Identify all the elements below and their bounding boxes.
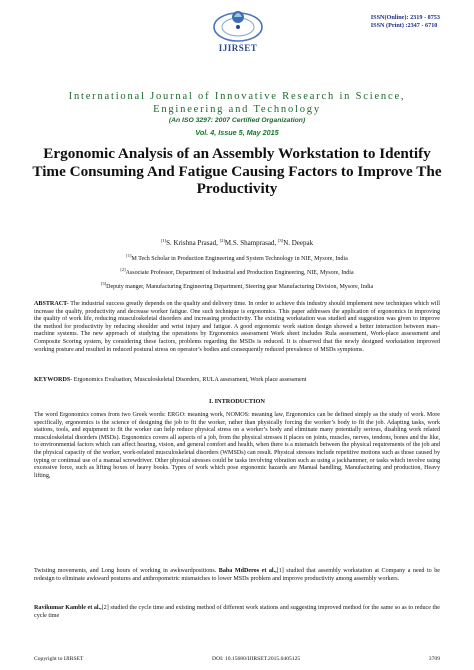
- author-3: [3]N. Deepak: [277, 238, 314, 247]
- issn-block: [371, 14, 440, 30]
- journal-logo: [203, 5, 273, 63]
- issn-print: ISSN (Print) :2347 - 6710: [370, 22, 438, 29]
- author-1: [1]S. Krishna Prasad,: [160, 238, 220, 247]
- author-list: [34, 236, 440, 248]
- abstract: [34, 301, 440, 354]
- affiliation-1: [1]M Tech Scholar in Production Engineering and System Technology in NIE, Mysore, India: [126, 253, 348, 262]
- journal-name: [34, 90, 440, 116]
- footer-copyright: Copyright to IJIRSET: [34, 656, 84, 662]
- footer-page-number: 3709: [428, 656, 440, 662]
- logo-text: IJIRSET: [218, 43, 258, 53]
- affiliation-2: [2]Associate Professor, Department of Industrial and Production Engineering, NIE, Mysore, India: [120, 267, 354, 276]
- footer-doi: DOI: 10.15680/IJIRSET.2015.0405125: [212, 656, 301, 662]
- journal-name-line1: International Journal of Innovative Research in Science,: [68, 91, 406, 102]
- journal-name-line2: Engineering and Technology: [153, 104, 321, 115]
- abstract-label: ABSTRACT-: [34, 301, 69, 307]
- page-footer: [34, 656, 440, 662]
- volume-issue: Vol. 4, Issue 5, May 2015: [195, 128, 279, 137]
- intro-paragraph-2: Twisting movements, and Long hours of working in awkwardpositions. Baba MdDeros et al.,[1] studied that assembly workstation at Company a need to be redesign to eliminate awkward postures and anthropometric mismatches to lower MSDs problem and improve productivity among assembly workers.: [34, 568, 440, 582]
- citation-baba: Baba MdDeros et al.,: [218, 568, 277, 574]
- keywords: [34, 377, 440, 385]
- affiliation-3: [3]Deputy manger, Manufacturing Engineering Department, Steering gear Manufacturing Division, Mysore, India: [100, 281, 374, 290]
- keywords-text: - Ergonomics Evaluation, Musculoskeletal Disorders, RULA assessment, Work place assessment: [70, 377, 307, 383]
- certification-note: (An ISO 3297: 2007 Certified Organization): [168, 117, 306, 124]
- author-2: [2]M.S. Shamprasad,: [219, 238, 278, 247]
- intro-paragraph-1: The word Ergonomics comes from two Greek words: ERGO: meaning work, NOMOS: meaning law, Ergonomics can be defined simply as the study of work. More specifically, ergonomics is the science of designing the job to fit the worker, rather than physically forcing the worker’s body to fit the job. Adapting tasks, work stations, tools, and equipment to fit the worker can help reduce physical stress on a worker’s body and eliminate many potentially serious, disabling work related musculoskeletal disorders (MSDs). Ergonomics covers all aspects of a job, from the physical stresses it places on joints, muscles, nerves, tendons, bones and the like, to environmental factors which can affect hearing, vision, and general comfort and health, when there is a mismatch between the physical requirements of the job and the physical capacity of the worker, work-related musculoskeletal disorders (WMSDs) can result. Physical stresses include repetitive motions such as those caused by typing or continual use of a manual screwdriver. Other physical stresses could be tasks involving vibration such as using a jackhammer, or tasks which involve using excessive force, such as lifting boxes of heavy books. Types of work which pose ergonomic hazards are Manual handling, Manufacturing and production, Heavy lifting,: [34, 412, 440, 479]
- paper-title: Ergonomic Analysis of an Assembly Workstation to Identify Time Consuming And Fatigue Causing Factors to Improve The Productivity: [32, 145, 442, 197]
- abstract-text: The industrial success greatly depends on the quality and delivery time. In order to achieve this industry should implement new techniques which will increase the quality, productivity and decrease worker fatigue. One such technique is ergonomics. This paper addresses the application of ergonomics in improving the quality of work life, reducing musculoskeletal disorders and increasing productivity. The existing workstation was studied and suggestion was given to improve the method for productivity by reducing shoulder and wrist injury and fatigue. A good ergonomic work station design showed a better interaction between man–machine systems. The new approach of studying the operations by Ergonomics assessment Work sheet includes Rula assessment, Work-place assessment and Composite Scoring system, by considering these factors, problems regarding the MSDs is reduced. It is observed that the newly designed workstation improved working posture and resulted in reduced postural stress on operator’s bodies and consequently reduced prevalence of MSDs symptoms.: [34, 301, 440, 353]
- issn-online: ISSN(Online): 2319 - 8753: [370, 14, 440, 21]
- section-heading-introduction: I. INTRODUCTION: [209, 398, 265, 405]
- keywords-label: KEYWORDS: [34, 377, 71, 383]
- intro-paragraph-3: Ravikumar Kamble et al.,[2] studied the cycle time and existing method of different work stations and suggesting improved method for the same so as to reduce the cycle time: [34, 605, 440, 619]
- logo-emblem-icon: [203, 5, 273, 45]
- citation-ravikumar: Ravikumar Kamble et al.,: [34, 605, 102, 611]
